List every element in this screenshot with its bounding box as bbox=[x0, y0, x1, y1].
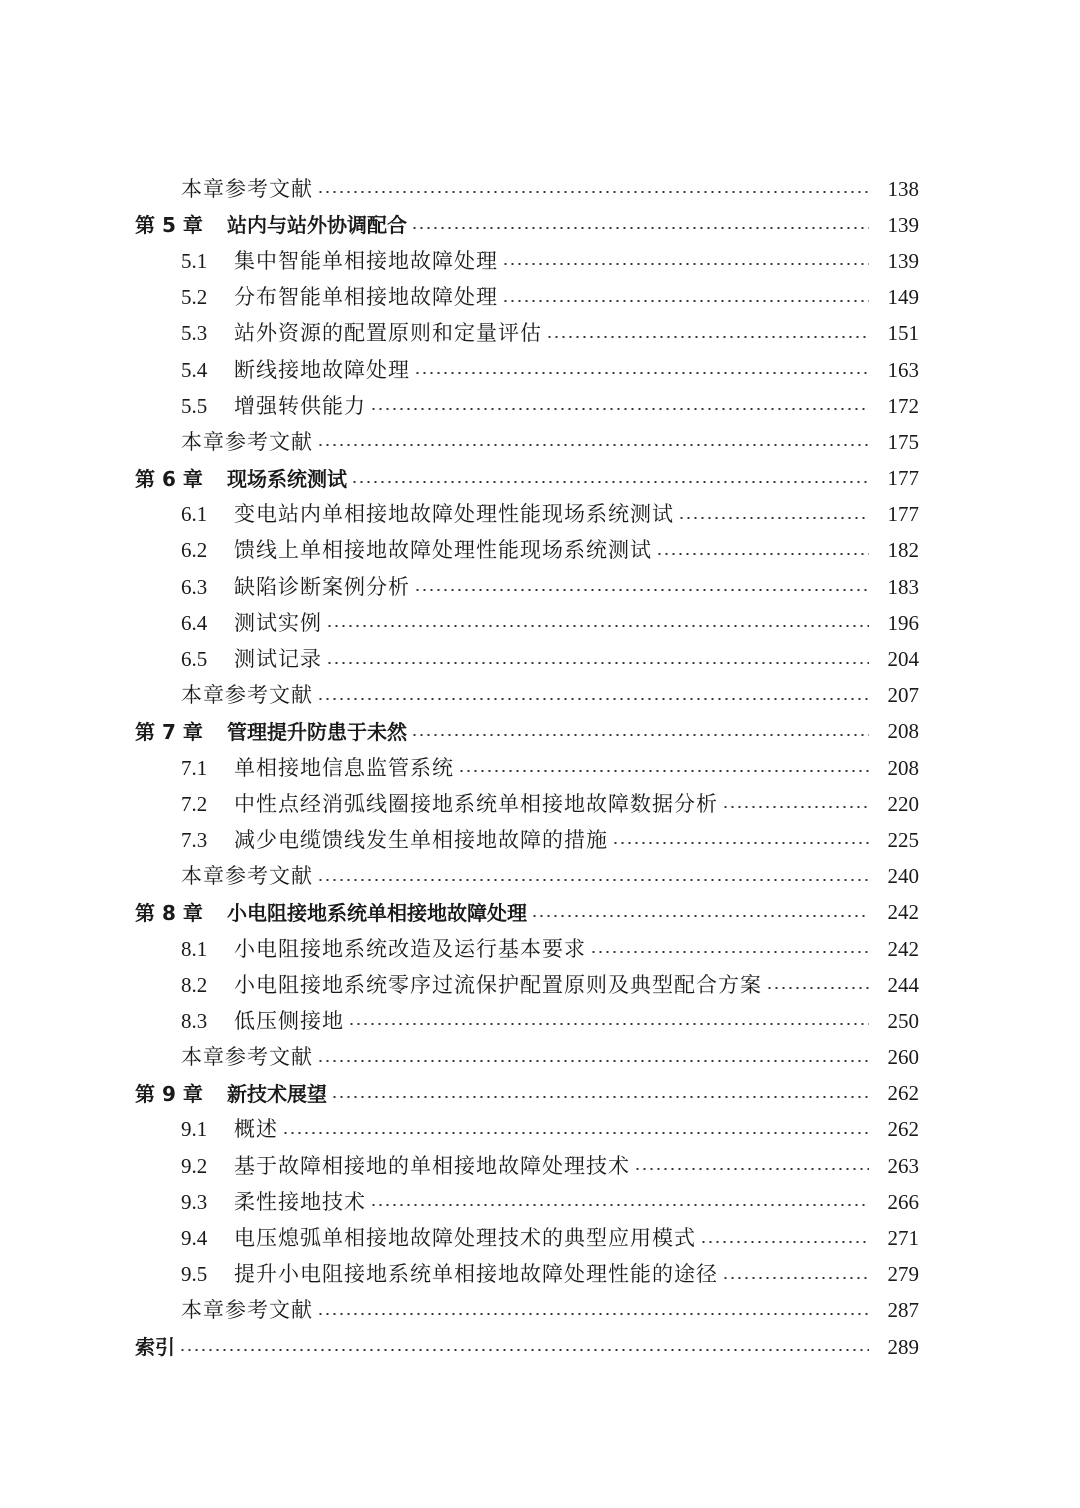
dot-leader bbox=[502, 300, 869, 302]
toc-entry-page-number: 266 bbox=[887, 1189, 919, 1214]
toc-entry-section bbox=[0, 388, 1080, 424]
dot-leader bbox=[317, 698, 869, 700]
toc-entry-page-number: 208 bbox=[887, 719, 919, 744]
dot-leader bbox=[414, 372, 869, 374]
dot-leader bbox=[326, 625, 869, 627]
toc-entry-chapter bbox=[0, 1076, 1080, 1112]
toc-entry-number: 第 9 章 bbox=[135, 1081, 203, 1106]
toc-entry-chapter bbox=[0, 895, 1080, 931]
toc-entry-number: 6.4 bbox=[181, 610, 208, 635]
toc-entry-number: 9.5 bbox=[181, 1262, 208, 1287]
dot-leader bbox=[700, 1241, 869, 1243]
toc-entry-title: 本章参考文献 bbox=[181, 683, 313, 708]
dot-leader bbox=[317, 444, 869, 446]
toc-entry-section bbox=[0, 533, 1080, 569]
toc-entry-title: 分布智能单相接地故障处理 bbox=[234, 285, 498, 310]
toc-entry-refs bbox=[0, 678, 1080, 714]
toc-entry-title: 本章参考文献 bbox=[181, 864, 313, 889]
dot-leader bbox=[317, 879, 869, 881]
toc-entry-page-number: 244 bbox=[887, 972, 919, 997]
toc-entry-section bbox=[0, 1257, 1080, 1293]
toc-entry-number: 5.2 bbox=[181, 285, 208, 310]
toc-entry-page-number: 208 bbox=[887, 755, 919, 780]
toc-entry-page-number: 262 bbox=[887, 1117, 919, 1142]
toc-entry-number: 9.1 bbox=[181, 1117, 208, 1142]
toc-entry-title: 缺陷诊断案例分析 bbox=[234, 574, 410, 599]
toc-entry-title: 小电阻接地系统零序过流保护配置原则及典型配合方案 bbox=[234, 972, 762, 997]
toc-entry-number: 6.2 bbox=[181, 538, 208, 563]
dot-leader bbox=[722, 1277, 869, 1279]
toc-entry-refs bbox=[0, 171, 1080, 207]
dot-leader bbox=[531, 915, 869, 917]
toc-entry-title: 馈线上单相接地故障处理性能现场系统测试 bbox=[234, 538, 652, 563]
toc-entry-section bbox=[0, 1148, 1080, 1184]
toc-entry-title: 断线接地故障处理 bbox=[234, 357, 410, 382]
toc-entry-page-number: 242 bbox=[887, 936, 919, 961]
dot-leader bbox=[317, 191, 869, 193]
toc-entry-page-number: 260 bbox=[887, 1045, 919, 1070]
toc-entry-section bbox=[0, 1220, 1080, 1256]
toc-entry-number: 8.1 bbox=[181, 936, 208, 961]
toc-entry-section bbox=[0, 1184, 1080, 1220]
dot-leader bbox=[612, 842, 869, 844]
toc-entry-section bbox=[0, 352, 1080, 388]
toc-entry-chapter bbox=[0, 461, 1080, 497]
toc-entry-page-number: 250 bbox=[887, 1008, 919, 1033]
dot-leader bbox=[317, 1313, 869, 1315]
toc-entry-title: 概述 bbox=[234, 1117, 278, 1142]
dot-leader bbox=[282, 1132, 869, 1134]
toc-entry-section bbox=[0, 1112, 1080, 1148]
toc-entry-page-number: 172 bbox=[887, 393, 919, 418]
toc-entry-number: 8.3 bbox=[181, 1008, 208, 1033]
dot-leader bbox=[458, 770, 869, 772]
toc-entry-page-number: 207 bbox=[887, 683, 919, 708]
toc-entry-number: 5.4 bbox=[181, 357, 208, 382]
toc-entry-title: 新技术展望 bbox=[227, 1081, 327, 1106]
toc-entry-number: 7.2 bbox=[181, 791, 208, 816]
toc-entry-title: 单相接地信息监管系统 bbox=[234, 755, 454, 780]
table-of-contents bbox=[0, 171, 1080, 1365]
toc-entry-title: 测试记录 bbox=[234, 647, 322, 672]
toc-entry-section bbox=[0, 750, 1080, 786]
toc-entry-title: 基于故障相接地的单相接地故障处理技术 bbox=[234, 1153, 630, 1178]
toc-entry-index bbox=[0, 1329, 1080, 1365]
toc-entry-page-number: 225 bbox=[887, 827, 919, 852]
toc-entry-page-number: 220 bbox=[887, 791, 919, 816]
dot-leader bbox=[766, 987, 869, 989]
toc-entry-title: 本章参考文献 bbox=[181, 176, 313, 201]
dot-leader bbox=[546, 336, 869, 338]
toc-entry-section bbox=[0, 931, 1080, 967]
toc-entry-title: 变电站内单相接地故障处理性能现场系统测试 bbox=[234, 502, 674, 527]
dot-leader bbox=[678, 517, 869, 519]
toc-entry-section bbox=[0, 243, 1080, 279]
toc-entry-section bbox=[0, 497, 1080, 533]
toc-entry-section bbox=[0, 569, 1080, 605]
toc-entry-title: 集中智能单相接地故障处理 bbox=[234, 248, 498, 273]
dot-leader bbox=[351, 481, 869, 483]
toc-entry-chapter bbox=[0, 714, 1080, 750]
toc-entry-section bbox=[0, 316, 1080, 352]
toc-entry-number: 6.5 bbox=[181, 647, 208, 672]
toc-entry-number: 第 6 章 bbox=[135, 466, 203, 491]
toc-entry-page-number: 196 bbox=[887, 610, 919, 635]
dot-leader bbox=[331, 1096, 869, 1098]
dot-leader bbox=[411, 227, 869, 229]
toc-entry-title: 电压熄弧单相接地故障处理技术的典型应用模式 bbox=[234, 1226, 696, 1251]
toc-entry-title: 管理提升防患于未然 bbox=[227, 719, 407, 744]
toc-entry-number: 5.3 bbox=[181, 321, 208, 346]
toc-entry-number: 9.3 bbox=[181, 1189, 208, 1214]
toc-entry-title: 测试实例 bbox=[234, 610, 322, 635]
toc-entry-number: 6.1 bbox=[181, 502, 208, 527]
toc-entry-title: 提升小电阻接地系统单相接地故障处理性能的途径 bbox=[234, 1262, 718, 1287]
toc-entry-section bbox=[0, 967, 1080, 1003]
toc-entry-page-number: 182 bbox=[887, 538, 919, 563]
toc-entry-title: 低压侧接地 bbox=[234, 1008, 344, 1033]
toc-entry-section bbox=[0, 280, 1080, 316]
toc-entry-number: 7.1 bbox=[181, 755, 208, 780]
toc-entry-page-number: 175 bbox=[887, 429, 919, 454]
toc-entry-number: 9.2 bbox=[181, 1153, 208, 1178]
toc-entry-refs bbox=[0, 1293, 1080, 1329]
toc-entry-page-number: 163 bbox=[887, 357, 919, 382]
dot-leader bbox=[656, 553, 869, 555]
toc-entry-refs bbox=[0, 424, 1080, 460]
toc-entry-number: 5.5 bbox=[181, 393, 208, 418]
toc-entry-title: 站外资源的配置原则和定量评估 bbox=[234, 321, 542, 346]
dot-leader bbox=[411, 734, 869, 736]
toc-entry-number: 第 7 章 bbox=[135, 719, 203, 744]
dot-leader bbox=[414, 589, 869, 591]
toc-entry-number: 7.3 bbox=[181, 827, 208, 852]
toc-entry-page-number: 177 bbox=[887, 502, 919, 527]
toc-entry-page-number: 149 bbox=[887, 285, 919, 310]
dot-leader bbox=[179, 1349, 869, 1351]
toc-entry-page-number: 177 bbox=[887, 466, 919, 491]
toc-entry-page-number: 204 bbox=[887, 647, 919, 672]
dot-leader bbox=[722, 806, 869, 808]
toc-entry-title: 索引 bbox=[135, 1335, 175, 1360]
toc-entry-section bbox=[0, 605, 1080, 641]
toc-entry-page-number: 279 bbox=[887, 1262, 919, 1287]
toc-entry-page-number: 289 bbox=[887, 1334, 919, 1359]
dot-leader bbox=[370, 408, 869, 410]
toc-entry-refs bbox=[0, 1040, 1080, 1076]
toc-entry-page-number: 262 bbox=[887, 1081, 919, 1106]
dot-leader bbox=[502, 263, 869, 265]
dot-leader bbox=[326, 662, 869, 664]
dot-leader bbox=[370, 1204, 869, 1206]
toc-entry-title: 本章参考文献 bbox=[181, 1298, 313, 1323]
dot-leader bbox=[634, 1168, 869, 1170]
toc-entry-page-number: 183 bbox=[887, 574, 919, 599]
toc-entry-section bbox=[0, 1003, 1080, 1039]
toc-entry-page-number: 139 bbox=[887, 248, 919, 273]
toc-entry-page-number: 287 bbox=[887, 1298, 919, 1323]
toc-entry-refs bbox=[0, 859, 1080, 895]
toc-entry-number: 第 8 章 bbox=[135, 900, 203, 925]
toc-entry-title: 现场系统测试 bbox=[227, 466, 347, 491]
toc-entry-section bbox=[0, 786, 1080, 822]
toc-entry-section bbox=[0, 822, 1080, 858]
toc-entry-number: 6.3 bbox=[181, 574, 208, 599]
toc-entry-section bbox=[0, 641, 1080, 677]
toc-entry-title: 柔性接地技术 bbox=[234, 1189, 366, 1214]
toc-entry-page-number: 263 bbox=[887, 1153, 919, 1178]
toc-entry-page-number: 240 bbox=[887, 864, 919, 889]
toc-entry-number: 9.4 bbox=[181, 1226, 208, 1251]
toc-entry-title: 本章参考文献 bbox=[181, 429, 313, 454]
dot-leader bbox=[590, 951, 869, 953]
toc-entry-title: 本章参考文献 bbox=[181, 1045, 313, 1070]
dot-leader bbox=[348, 1023, 869, 1025]
toc-entry-title: 增强转供能力 bbox=[234, 393, 366, 418]
toc-entry-page-number: 271 bbox=[887, 1226, 919, 1251]
toc-entry-title: 小电阻接地系统单相接地故障处理 bbox=[227, 900, 527, 925]
toc-entry-page-number: 151 bbox=[887, 321, 919, 346]
toc-entry-number: 5.1 bbox=[181, 248, 208, 273]
toc-entry-page-number: 139 bbox=[887, 212, 919, 237]
toc-entry-number: 第 5 章 bbox=[135, 213, 203, 238]
toc-entry-number: 8.2 bbox=[181, 972, 208, 997]
toc-entry-title: 小电阻接地系统改造及运行基本要求 bbox=[234, 936, 586, 961]
toc-entry-chapter bbox=[0, 207, 1080, 243]
toc-entry-title: 减少电缆馈线发生单相接地故障的措施 bbox=[234, 827, 608, 852]
toc-entry-page-number: 138 bbox=[887, 176, 919, 201]
toc-entry-title: 站内与站外协调配合 bbox=[227, 213, 407, 238]
dot-leader bbox=[317, 1060, 869, 1062]
toc-entry-page-number: 242 bbox=[887, 900, 919, 925]
toc-entry-title: 中性点经消弧线圈接地系统单相接地故障数据分析 bbox=[234, 791, 718, 816]
